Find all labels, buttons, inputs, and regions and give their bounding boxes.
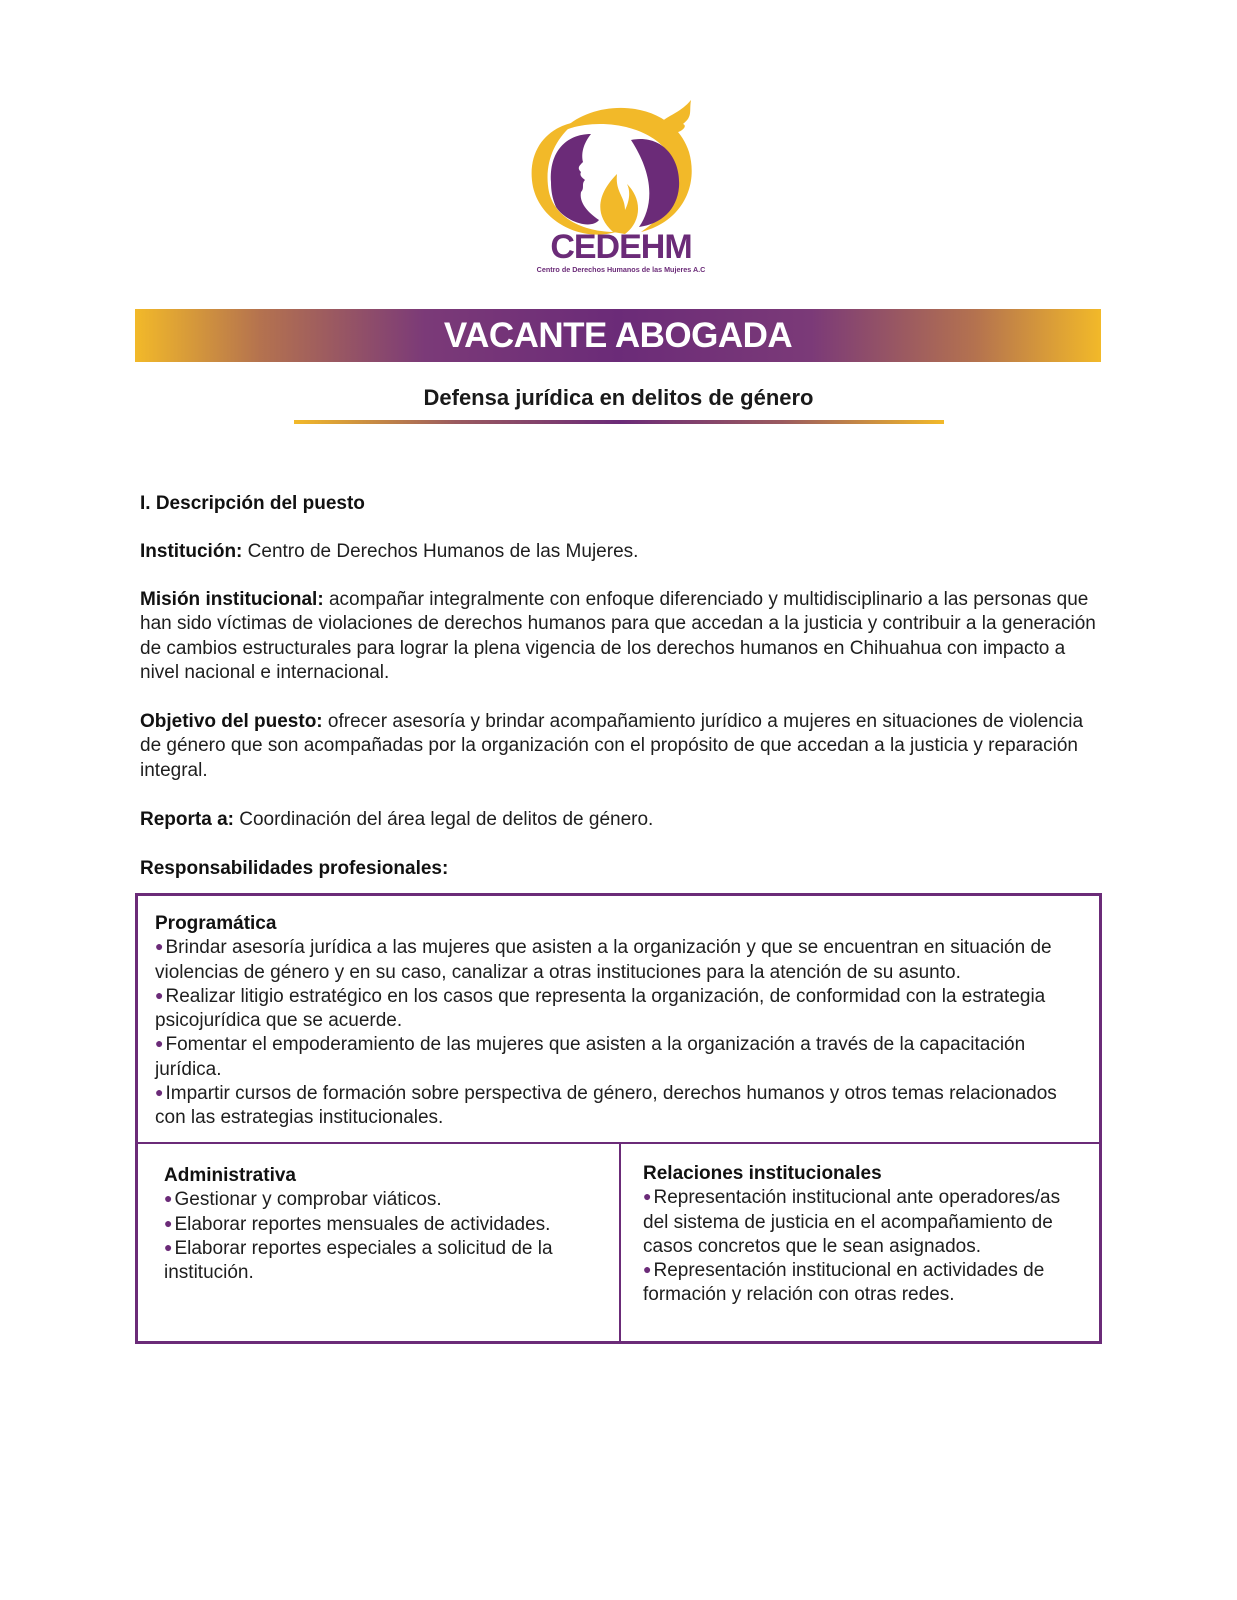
programatica-section — [155, 912, 1080, 1131]
bullet-icon: ● — [164, 1214, 173, 1231]
section-heading: I. Descripción del puesto — [140, 493, 365, 514]
bullet-icon: ● — [155, 986, 164, 1003]
subtitle-underline — [294, 420, 944, 424]
field-reporta — [140, 808, 1100, 832]
list-item: ● Elaborar reportes especiales a solicitud de la institución. — [164, 1237, 553, 1284]
logo-wordmark: CEDEHM — [550, 228, 692, 266]
list-item: ● Impartir cursos de formación sobre perspectiva de género, derechos humanos y otros temas relacionados con las estrategias institucionales. — [155, 1083, 1057, 1129]
page-subtitle: Defensa jurídica en delitos de género — [423, 385, 814, 410]
bullet-icon: ● — [155, 1035, 164, 1052]
bullet-icon: ● — [164, 1238, 173, 1255]
bullet-icon: ● — [155, 1084, 164, 1101]
list-item: ● Fomentar el empoderamiento de las mujeres que asisten a la organización a través de la capacitación jurídica. — [155, 1034, 1026, 1080]
programatica-title: Programática — [155, 913, 277, 934]
list-item: ● Representación institucional en actividades de formación y relación con otras redes. — [643, 1260, 1045, 1306]
administrativa-section — [164, 1164, 584, 1285]
field-value: Centro de Derechos Humanos de las Mujeres. — [242, 541, 639, 562]
field-objetivo — [140, 710, 1100, 783]
column-divider — [619, 1144, 621, 1341]
list-item: ● Realizar litigio estratégico en los casos que representa la organización, de conformidad con la estrategia psicojurídica que se acuerde. — [155, 985, 1046, 1032]
field-value: acompañar integralmente con enfoque diferenciado y multidisciplinario a las personas que han sido víctimas de violaciones de derechos humanos para que accedan a la justicia y contribuir a la generación de cambios estructurales para lograr la plena vigencia de los derechos humanos en Chihuahua con impacto a nivel nacional e internacional. — [140, 589, 1096, 683]
field-label: Institución: — [140, 541, 243, 562]
list-item: ● Elaborar reportes mensuales de actividades. — [164, 1213, 551, 1235]
bullet-icon: ● — [643, 1261, 652, 1278]
cedehm-logo — [521, 92, 721, 278]
field-value: Coordinación del área legal de delitos de género. — [233, 809, 654, 830]
title-banner — [135, 309, 1101, 362]
field-mision — [140, 588, 1100, 685]
field-label: Objetivo del puesto: — [140, 711, 323, 732]
field-institucion — [140, 540, 1100, 564]
list-item: ● Brindar asesoría jurídica a las mujeres que asisten a la organización y que se encuentran en situación de violencias de género y en su caso, canalizar a otras instituciones para la atención de su asunto. — [155, 937, 1052, 983]
banner-title: VACANTE ABOGADA — [443, 315, 793, 355]
list-item: ● Gestionar y comprobar viáticos. — [164, 1189, 442, 1211]
logo-tagline: Centro de Derechos Humanos de las Mujeres A.C — [536, 265, 706, 274]
responsabilidades-label: Responsabilidades profesionales: — [140, 858, 449, 879]
administrativa-title: Administrativa — [164, 1165, 296, 1186]
field-value: ofrecer asesoría y brindar acompañamiento jurídico a mujeres en situaciones de violencia de género que son acompañadas por la organización con el propósito de que accedan a la justicia y reparación integral. — [140, 711, 1084, 781]
relaciones-title: Relaciones institucionales — [643, 1163, 882, 1184]
field-label: Misión institucional: — [140, 589, 324, 610]
relaciones-section — [643, 1162, 1078, 1308]
bullet-icon: ● — [164, 1190, 173, 1207]
responsibilities-table — [135, 893, 1102, 1344]
bullet-icon: ● — [155, 938, 164, 955]
bullet-icon: ● — [643, 1188, 652, 1205]
field-label: Reporta a: — [140, 809, 234, 830]
list-item: ● Representación institucional ante operadores/as del sistema de justicia en el acompañamiento de casos concretos que le sean asignados. — [643, 1187, 1061, 1257]
